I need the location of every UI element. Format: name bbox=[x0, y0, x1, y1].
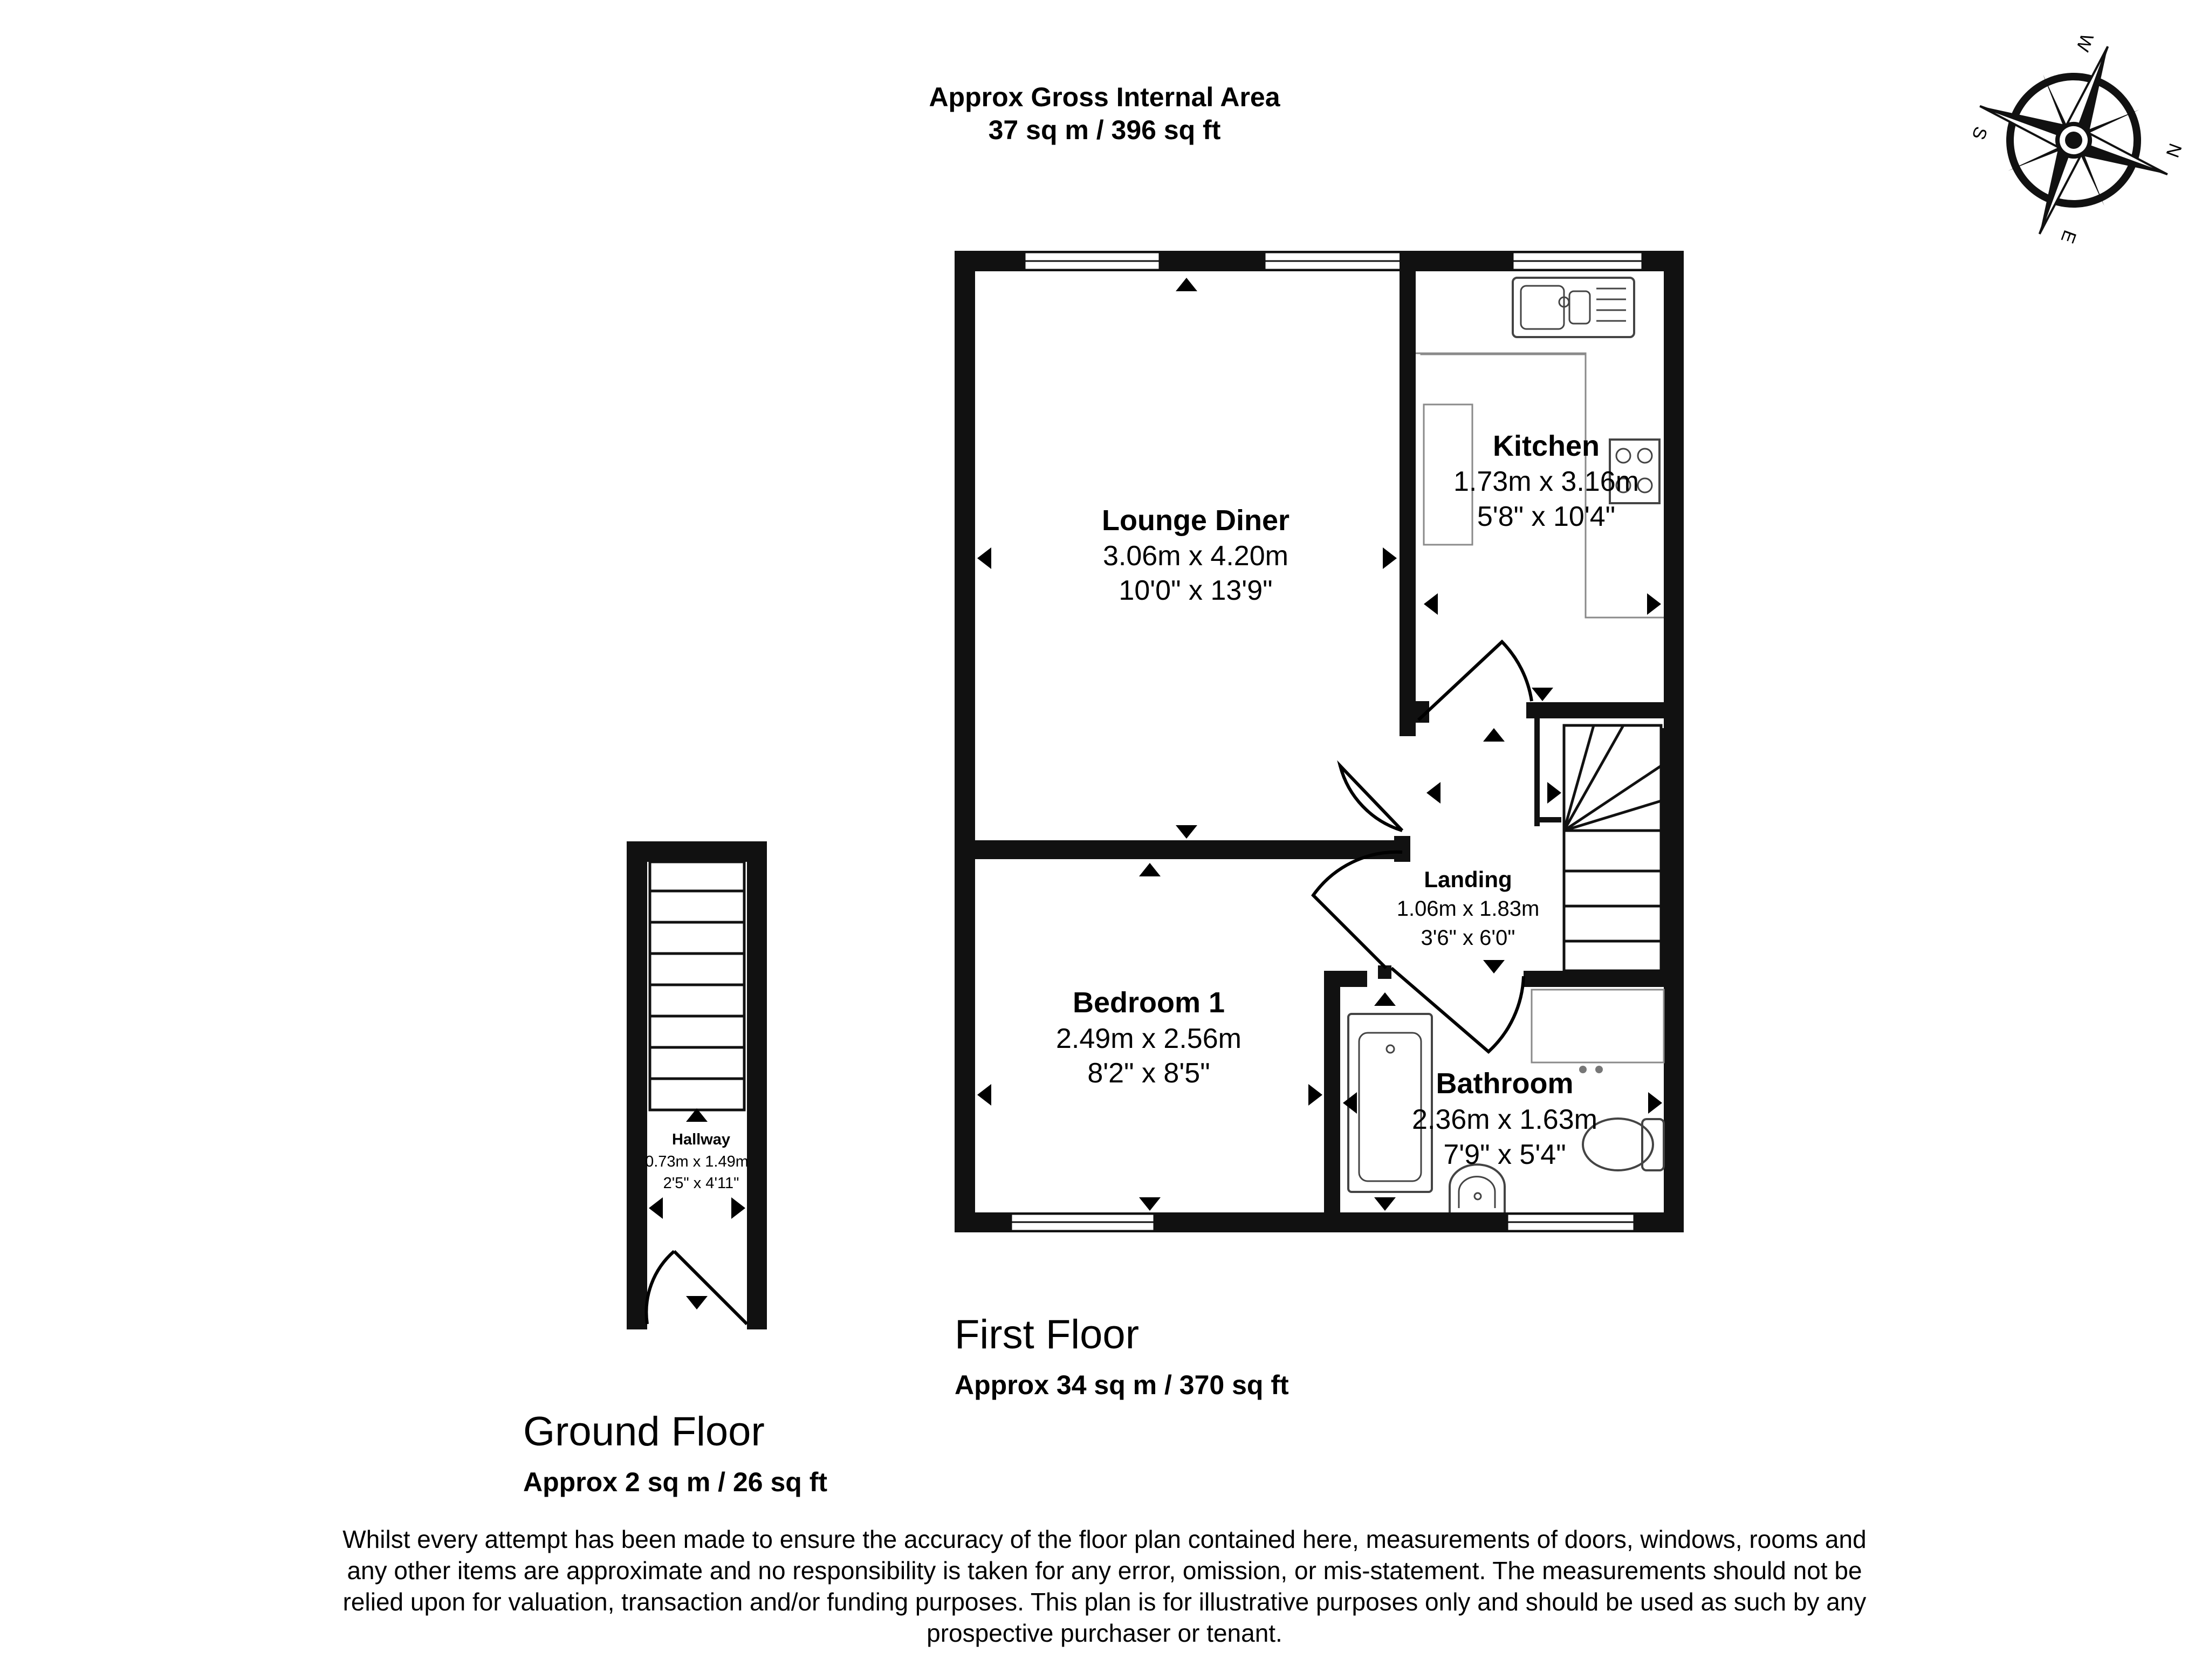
room-imperial-kitchen: 5'8" x 10'4" bbox=[1477, 501, 1616, 532]
staircase bbox=[650, 862, 744, 1110]
room-imperial-hallway: 2'5" x 4'11" bbox=[663, 1175, 739, 1192]
room-metric-hallway: 0.73m x 1.49m bbox=[645, 1153, 749, 1170]
wall bbox=[1534, 817, 1561, 822]
disclaimer-line: relied upon for valuation, transaction and/or funding purposes. This plan is for illustrative purposes only and should be used as such by any bbox=[342, 1588, 1867, 1616]
ground-floor-area: Approx 2 sq m / 26 sq ft bbox=[523, 1467, 828, 1497]
door-bathroom bbox=[1391, 968, 1524, 1052]
disclaimer-line: any other items are approximate and no responsibility is taken for any error, omission, or mis-statement. The measurements should not be bbox=[347, 1556, 1862, 1585]
room-metric-landing: 1.06m x 1.83m bbox=[1396, 897, 1540, 921]
compass-e: E bbox=[2056, 227, 2081, 246]
room-name-hallway: Hallway bbox=[672, 1131, 730, 1148]
wall bbox=[1394, 836, 1410, 862]
room-imperial-lounge: 10'0" x 13'9" bbox=[1119, 575, 1273, 606]
compass-n: N bbox=[2162, 140, 2186, 160]
room-metric-bathroom: 2.36m x 1.63m bbox=[1412, 1104, 1597, 1135]
bath-icon bbox=[1348, 1014, 1432, 1192]
ground-floor-plan bbox=[523, 841, 827, 1497]
room-name-landing: Landing bbox=[1424, 867, 1512, 892]
wall bbox=[747, 841, 767, 1329]
door-lounge bbox=[1340, 766, 1402, 831]
door-bedroom bbox=[1313, 852, 1402, 968]
basin-icon bbox=[1450, 1164, 1505, 1212]
first-floor-area: Approx 34 sq m / 370 sq ft bbox=[955, 1370, 1289, 1400]
wall bbox=[627, 841, 767, 862]
room-metric-kitchen: 1.73m x 3.16m bbox=[1453, 466, 1639, 497]
dimension-marker bbox=[731, 1197, 745, 1219]
door-entrance bbox=[646, 1251, 747, 1324]
wall bbox=[1664, 251, 1684, 1232]
room-name-lounge: Lounge Diner bbox=[1102, 504, 1289, 537]
room-name-kitchen: Kitchen bbox=[1492, 430, 1600, 462]
disclaimer-line: Whilst every attempt has been made to ensure the accuracy of the floor plan contained here, measurements of doors, windows, rooms and bbox=[342, 1525, 1867, 1553]
wall bbox=[627, 841, 647, 1329]
room-imperial-bedroom1: 8'2" x 8'5" bbox=[1087, 1058, 1210, 1089]
first-floor-plan bbox=[955, 251, 1684, 1400]
disclaimer-line: prospective purchaser or tenant. bbox=[927, 1619, 1282, 1647]
gross-area-label: Approx Gross Internal Area bbox=[929, 82, 1280, 112]
room-metric-lounge: 3.06m x 4.20m bbox=[1103, 540, 1288, 572]
wall bbox=[1324, 971, 1367, 987]
compass-s: S bbox=[1967, 124, 1992, 142]
gross-area-value: 37 sq m / 396 sq ft bbox=[988, 115, 1221, 145]
wall bbox=[955, 840, 1408, 859]
dimension-marker bbox=[686, 1296, 708, 1309]
room-name-bedroom1: Bedroom 1 bbox=[1072, 986, 1225, 1019]
wall bbox=[955, 251, 975, 1232]
wall bbox=[1524, 971, 1684, 987]
room-imperial-bathroom: 7'9" x 5'4" bbox=[1443, 1139, 1566, 1170]
wall bbox=[1324, 971, 1340, 1224]
wall bbox=[1534, 718, 1540, 826]
wall bbox=[1400, 251, 1416, 736]
bathroom-fixtures bbox=[1348, 990, 1664, 1212]
door-kitchen bbox=[1418, 642, 1532, 720]
room-imperial-landing: 3'6" x 6'0" bbox=[1421, 926, 1515, 950]
ground-floor-title: Ground Floor bbox=[523, 1409, 765, 1455]
wall bbox=[1526, 702, 1684, 718]
room-metric-bedroom1: 2.49m x 2.56m bbox=[1056, 1023, 1241, 1054]
first-floor-title: First Floor bbox=[955, 1312, 1139, 1357]
dimension-marker bbox=[649, 1197, 663, 1219]
compass-w: W bbox=[2071, 31, 2097, 54]
disclaimer bbox=[342, 1525, 1866, 1647]
room-name-bathroom: Bathroom bbox=[1436, 1067, 1574, 1100]
staircase bbox=[1564, 725, 1661, 971]
